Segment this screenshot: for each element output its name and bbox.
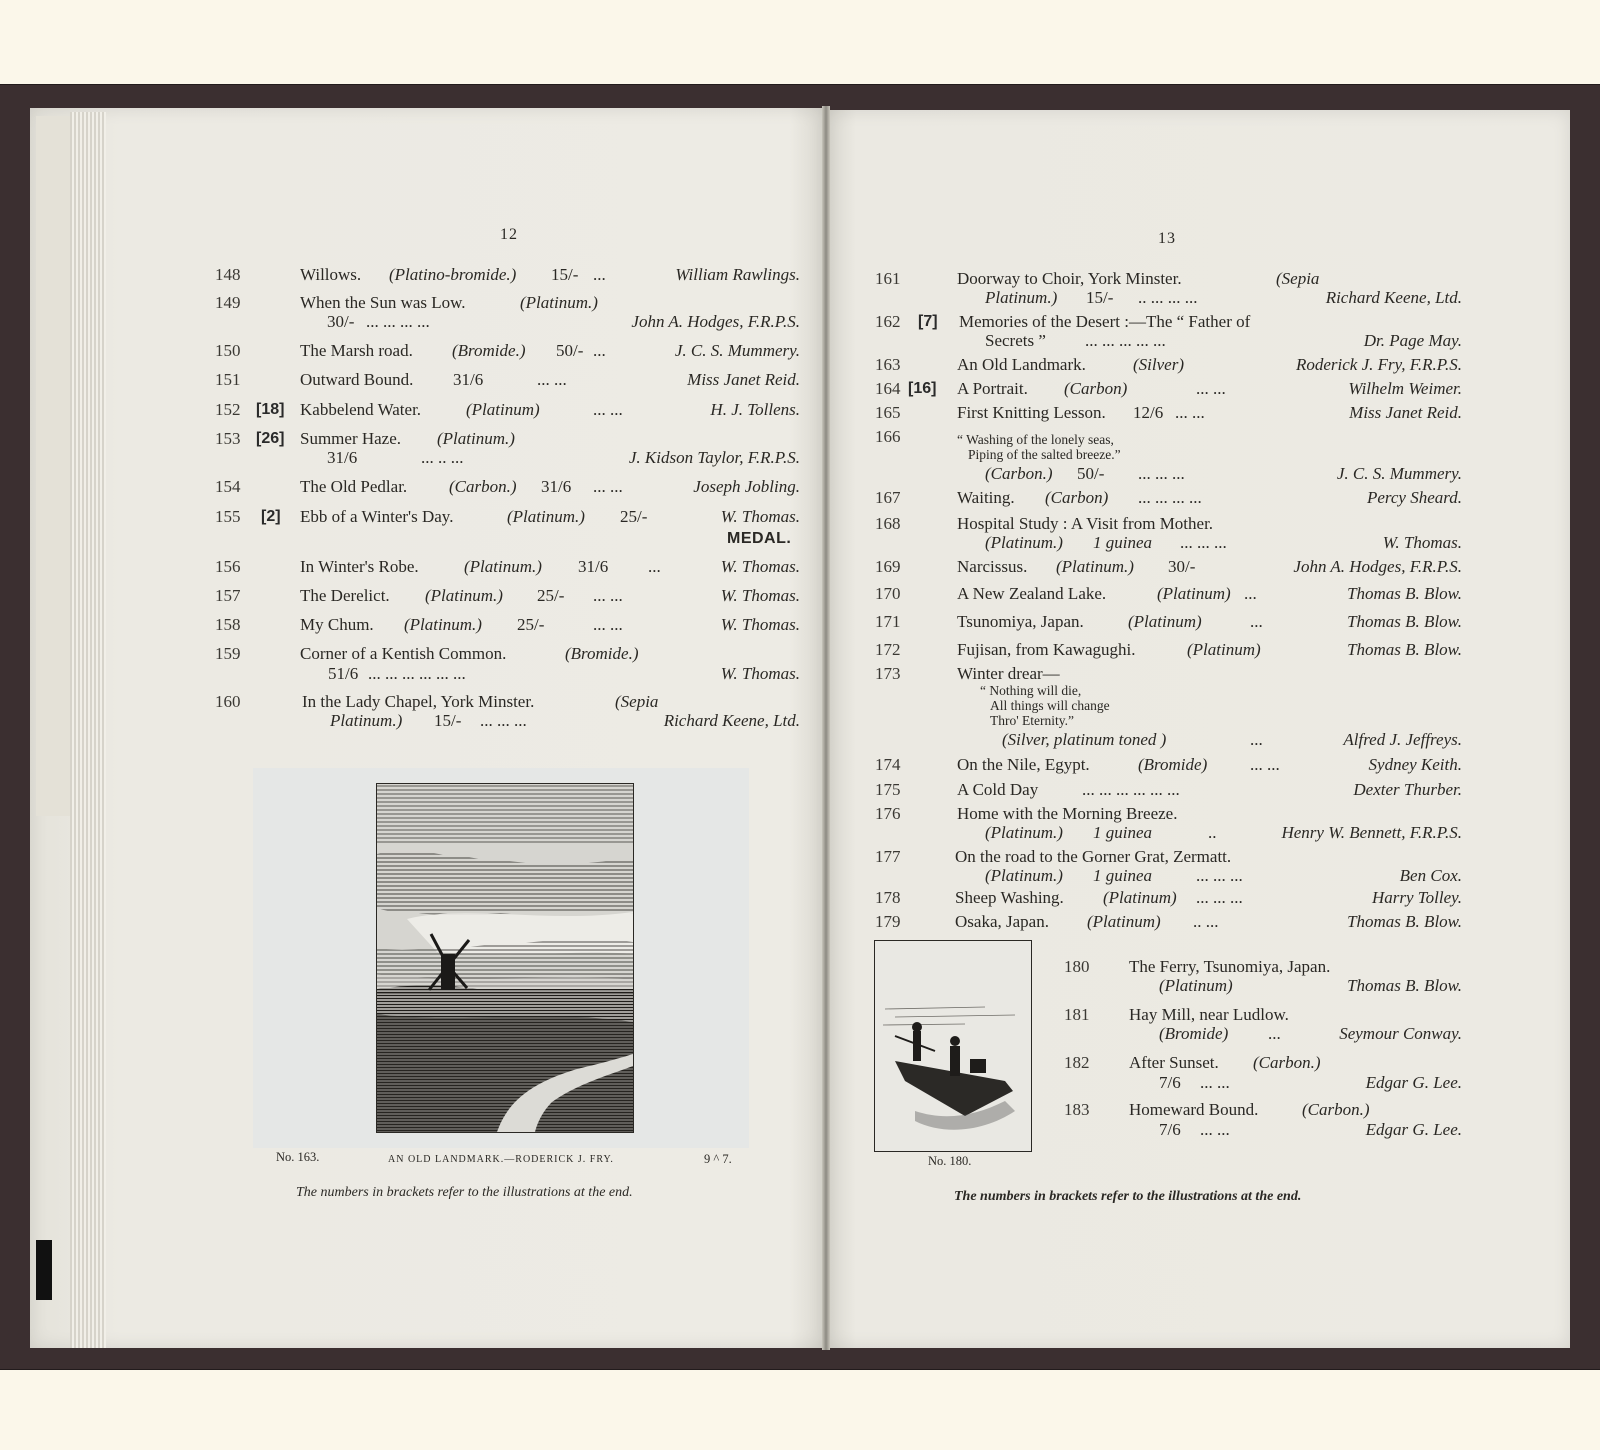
entry-author: Dexter Thurber. [1353, 780, 1462, 799]
entry-price: 1 guinea [1093, 823, 1153, 842]
entry-title: The Ferry, Tsunomiya, Japan. [1129, 957, 1331, 976]
entry-dots: ... ... ... [1196, 888, 1243, 907]
entry-price: 25/- [620, 507, 648, 526]
page-number-left: 12 [500, 226, 518, 243]
entry-number: 169 [875, 557, 901, 576]
illustration-reference: [2] [261, 508, 281, 525]
entry-process: (Bromide.) [452, 341, 526, 360]
entry-author: Miss Janet Reid. [687, 370, 800, 389]
entry-dots: ... ... ... [1138, 464, 1185, 483]
entry-author: W. Thomas. [720, 586, 800, 605]
entry-title: Hay Mill, near Ludlow. [1129, 1005, 1289, 1024]
entry-process: (Sepia [1276, 269, 1320, 288]
entry-author: J. C. S. Mummery. [674, 341, 800, 360]
medal-award: MEDAL. [727, 530, 792, 547]
entry-price: 30/- [327, 312, 355, 331]
entry-author: Sydney Keith. [1368, 755, 1462, 774]
entry-title: Homeward Bound. [1129, 1100, 1259, 1119]
entry-number: 149 [215, 293, 241, 312]
entry-dots: ... ... [593, 615, 623, 634]
entry-number: 165 [875, 403, 901, 422]
entry-number: 168 [875, 514, 901, 533]
entry-title: Fujisan, from Kawagughi. [957, 640, 1136, 659]
entry-dots: ... ... ... [480, 711, 527, 730]
entry-quote-line: All things will change [990, 698, 1110, 713]
entry-title: My Chum. [300, 615, 374, 634]
entry-price: 1 guinea [1093, 866, 1153, 885]
entry-dots: ... ... ... ... [366, 312, 430, 331]
entry-price: 7/6 [1159, 1073, 1181, 1092]
entry-dots: ... ... [1250, 755, 1280, 774]
entry-title: A Portrait. [957, 379, 1028, 398]
entry-process: (Platinum.) [985, 533, 1063, 552]
entry-title: First Knitting Lesson. [957, 403, 1106, 422]
entry-price: 30/- [1168, 557, 1196, 576]
entry-price: 51/6 [328, 664, 359, 683]
entry-quote-line: Thro' Eternity.” [990, 713, 1075, 728]
entry-process: (Bromide.) [565, 644, 639, 663]
entry-process: (Bromide) [1159, 1024, 1229, 1043]
entry-number: 171 [875, 612, 901, 631]
entry-title: Outward Bound. [300, 370, 414, 389]
entry-dots: ... ... [1196, 379, 1226, 398]
entry-number: 155 [215, 507, 241, 526]
illustration-reference: [16] [908, 380, 937, 397]
entry-process: (Platino-bromide.) [389, 265, 517, 284]
entry-quote-line: “ Washing of the lonely seas, [957, 432, 1114, 447]
entry-number: 170 [875, 584, 901, 603]
entry-title: After Sunset. [1129, 1053, 1219, 1072]
entry-author: J. Kidson Taylor, F.R.P.S. [628, 448, 800, 467]
entry-process: (Platinum) [1159, 976, 1233, 995]
entry-dots: .. ... ... ... [1138, 288, 1198, 307]
entry-title-continued: Secrets ” [985, 331, 1046, 350]
entry-dots: ... [1250, 612, 1263, 631]
entry-price: 31/6 [453, 370, 484, 389]
entry-author: Seymour Conway. [1339, 1024, 1462, 1043]
entry-process: (Platinum) [1128, 612, 1202, 631]
entry-dots: ... [1268, 1024, 1281, 1043]
entry-author: Ben Cox. [1399, 866, 1462, 885]
entry-number: 183 [1064, 1100, 1090, 1119]
entry-process: (Carbon.) [449, 477, 517, 496]
entry-author: Thomas B. Blow. [1347, 976, 1462, 995]
entry-title: When the Sun was Low. [300, 293, 466, 312]
entry-number: 151 [215, 370, 241, 389]
entry-author: John A. Hodges, F.R.P.S. [631, 312, 800, 331]
entry-author: Harry Tolley. [1371, 888, 1462, 907]
entry-number: 153 [215, 429, 241, 448]
entry-number: 158 [215, 615, 241, 634]
entry-number: 154 [215, 477, 241, 496]
entry-dots: ... ... [1200, 1073, 1230, 1092]
page-tab-marker [36, 1240, 52, 1300]
entry-author: Richard Keene, Ltd. [663, 711, 800, 730]
entry-dots: ... [593, 341, 606, 360]
entry-title: Tsunomiya, Japan. [957, 612, 1084, 631]
illustration-caption-mark: 9 ^ 7. [704, 1152, 732, 1166]
entry-process: (Platinum.) [425, 586, 503, 605]
illustration-caption-number: No. 180. [928, 1154, 972, 1168]
entry-number: 173 [875, 664, 901, 683]
entry-title: An Old Landmark. [957, 355, 1086, 374]
entry-number: 161 [875, 269, 901, 288]
entry-dots: ... ... [1175, 403, 1205, 422]
entry-title: The Old Pedlar. [300, 477, 408, 496]
entry-dots: ... ... [537, 370, 567, 389]
entry-process: (Carbon.) [1253, 1053, 1321, 1072]
entry-number: 179 [875, 912, 901, 931]
illustration-caption-title: AN OLD LANDMARK.—RODERICK J. FRY. [388, 1154, 614, 1165]
entry-author: Thomas B. Blow. [1347, 912, 1462, 931]
entry-process: (Platinum) [1157, 584, 1231, 603]
entry-title: Osaka, Japan. [955, 912, 1049, 931]
entry-price: 31/6 [327, 448, 358, 467]
entry-number: 163 [875, 355, 901, 374]
entry-number: 177 [875, 847, 901, 866]
entry-title: Corner of a Kentish Common. [300, 644, 507, 663]
entry-dots: ... ... ... ... ... [1085, 331, 1166, 350]
entry-dots: ... ... [1200, 1120, 1230, 1139]
entry-price: 25/- [537, 586, 565, 605]
entry-title: A New Zealand Lake. [957, 584, 1107, 603]
entry-number: 160 [215, 692, 241, 711]
entry-price: 15/- [434, 711, 462, 730]
entry-title: Summer Haze. [300, 429, 402, 448]
entry-process: (Platinum.) [985, 823, 1063, 842]
entry-number: 178 [875, 888, 901, 907]
entry-number: 166 [875, 427, 901, 446]
entry-number: 162 [875, 312, 901, 331]
entry-author: William Rawlings. [675, 265, 800, 284]
entry-process: (Platinum.) [437, 429, 515, 448]
entry-number: 182 [1064, 1053, 1090, 1072]
page-edges [70, 112, 106, 1348]
entry-price: 15/- [551, 265, 579, 284]
entry-title: Doorway to Choir, York Minster. [957, 269, 1182, 288]
entry-author: W. Thomas. [720, 615, 800, 634]
entry-process: (Carbon.) [1302, 1100, 1370, 1119]
ferry-boat-icon [875, 941, 1031, 1151]
entry-process: (Silver) [1133, 355, 1184, 374]
entry-quote-line: “ Nothing will die, [980, 683, 1082, 698]
entry-title: Kabbelend Water. [300, 400, 422, 419]
entry-title: Narcissus. [957, 557, 1028, 576]
entry-author: Alfred J. Jeffreys. [1343, 730, 1462, 749]
entry-process: (Platinum) [466, 400, 540, 419]
page-number-right: 13 [1158, 230, 1176, 247]
entry-process: (Platinum) [1103, 888, 1177, 907]
entry-author: Thomas B. Blow. [1347, 584, 1462, 603]
entry-author: J. C. S. Mummery. [1336, 464, 1462, 483]
entry-dots: ... ... ... [1196, 866, 1243, 885]
entry-title: Ebb of a Winter's Day. [300, 507, 454, 526]
entry-author: W. Thomas. [720, 664, 800, 683]
entry-process: (Platinum.) [464, 557, 542, 576]
entry-process-continued: Platinum.) [330, 711, 403, 730]
entry-process: (Platinum.) [520, 293, 598, 312]
entry-process: (Carbon) [1045, 488, 1109, 507]
entry-price: 31/6 [578, 557, 609, 576]
entry-process: (Carbon.) [985, 464, 1053, 483]
entry-dots: ... [648, 557, 661, 576]
entry-author: Thomas B. Blow. [1347, 612, 1462, 631]
entry-author: Thomas B. Blow. [1347, 640, 1462, 659]
entry-number: 150 [215, 341, 241, 360]
entry-author: W. Thomas. [1382, 533, 1462, 552]
windmill-landscape-icon [377, 784, 633, 1132]
entry-title: Memories of the Desert :—The “ Father of [959, 312, 1251, 331]
illustration-reference: [18] [256, 401, 285, 418]
footnote-left: The numbers in brackets refer to the illustrations at the end. [296, 1185, 633, 1200]
entry-quote-line: Piping of the salted breeze.” [968, 447, 1121, 462]
entry-number: 172 [875, 640, 901, 659]
entry-author: Edgar G. Lee. [1365, 1073, 1462, 1092]
entry-title: Winter drear— [957, 664, 1060, 683]
entry-price: 7/6 [1159, 1120, 1181, 1139]
entry-author: W. Thomas. [720, 507, 800, 526]
entry-title: Waiting. [957, 488, 1015, 507]
entry-title: Sheep Washing. [955, 888, 1064, 907]
entry-dots: .. ... [1193, 912, 1219, 931]
entry-number: 148 [215, 265, 241, 284]
entry-author: Joseph Jobling. [693, 477, 800, 496]
entry-author: Edgar G. Lee. [1365, 1120, 1462, 1139]
entry-process: (Platinum) [1087, 912, 1161, 931]
entry-author: Dr. Page May. [1363, 331, 1462, 350]
entry-title: Hospital Study : A Visit from Mother. [957, 514, 1214, 533]
entry-number: 164 [875, 379, 901, 398]
ferry-boat-engraving [874, 940, 1032, 1152]
entry-author: John A. Hodges, F.R.P.S. [1293, 557, 1462, 576]
entry-dots: ... [593, 265, 606, 284]
entry-title: In Winter's Robe. [300, 557, 419, 576]
entry-process: (Platinum.) [1056, 557, 1134, 576]
entry-number: 167 [875, 488, 901, 507]
bookmark-strip [36, 116, 70, 816]
entry-price: 25/- [517, 615, 545, 634]
entry-title: A Cold Day [957, 780, 1039, 799]
entry-author: Roderick J. Fry, F.R.P.S. [1295, 355, 1462, 374]
entry-dots: ... ... [593, 400, 623, 419]
entry-process: (Bromide) [1138, 755, 1208, 774]
entry-number: 181 [1064, 1005, 1090, 1024]
entry-price: 12/6 [1133, 403, 1164, 422]
entry-dots: ... .. ... [421, 448, 464, 467]
entry-title: The Marsh road. [300, 341, 413, 360]
book-gutter [822, 106, 830, 1350]
entry-dots: ... ... ... ... ... ... [368, 664, 466, 683]
entry-dots: ... ... ... ... ... ... [1082, 780, 1180, 799]
entry-author: W. Thomas. [720, 557, 800, 576]
entry-author: Richard Keene, Ltd. [1325, 288, 1462, 307]
illustration-reference: [7] [918, 313, 938, 330]
entry-process: (Carbon) [1064, 379, 1128, 398]
entry-author: Henry W. Bennett, F.R.P.S. [1281, 823, 1462, 842]
entry-title: On the road to the Gorner Grat, Zermatt. [955, 847, 1232, 866]
entry-title: Willows. [300, 265, 362, 284]
entry-dots: ... ... ... [1180, 533, 1227, 552]
entry-number: 152 [215, 400, 241, 419]
entry-author: Miss Janet Reid. [1349, 403, 1462, 422]
entry-title: The Derelict. [300, 586, 390, 605]
entry-number: 157 [215, 586, 241, 605]
entry-process: (Platinum) [1187, 640, 1261, 659]
entry-price: 1 guinea [1093, 533, 1153, 552]
entry-price: 50/- [556, 341, 584, 360]
entry-number: 175 [875, 780, 901, 799]
entry-process-continued: Platinum.) [985, 288, 1058, 307]
entry-title: In the Lady Chapel, York Minster. [302, 692, 535, 711]
entry-dots: ... ... [593, 586, 623, 605]
entry-price: 31/6 [541, 477, 572, 496]
entry-number: 176 [875, 804, 901, 823]
illustration-reference: [26] [256, 430, 285, 447]
entry-author: Wilhelm Weimer. [1348, 379, 1462, 398]
entry-dots: ... ... ... ... [1138, 488, 1202, 507]
entry-number: 156 [215, 557, 241, 576]
entry-price: 15/- [1086, 288, 1114, 307]
entry-number: 180 [1064, 957, 1090, 976]
entry-process: (Sepia [615, 692, 659, 711]
entry-dots: .. [1208, 823, 1217, 842]
entry-dots: ... [1250, 730, 1263, 749]
windmill-landscape-engraving [376, 783, 634, 1133]
entry-process: (Platinum.) [404, 615, 482, 634]
footnote-right: The numbers in brackets refer to the illustrations at the end. [954, 1189, 1302, 1204]
entry-title: Home with the Morning Breeze. [957, 804, 1178, 823]
illustration-caption-number: No. 163. [276, 1150, 320, 1164]
entry-process: (Platinum.) [985, 866, 1063, 885]
entry-title: On the Nile, Egypt. [957, 755, 1090, 774]
entry-author: Percy Sheard. [1366, 488, 1462, 507]
entry-dots: ... [1244, 584, 1257, 603]
entry-author: H. J. Tollens. [710, 400, 800, 419]
entry-number: 159 [215, 644, 241, 663]
entry-dots: ... ... [593, 477, 623, 496]
entry-process: (Platinum.) [507, 507, 585, 526]
entry-process: (Silver, platinum toned ) [1002, 730, 1167, 749]
entry-number: 174 [875, 755, 901, 774]
entry-price: 50/- [1077, 464, 1105, 483]
